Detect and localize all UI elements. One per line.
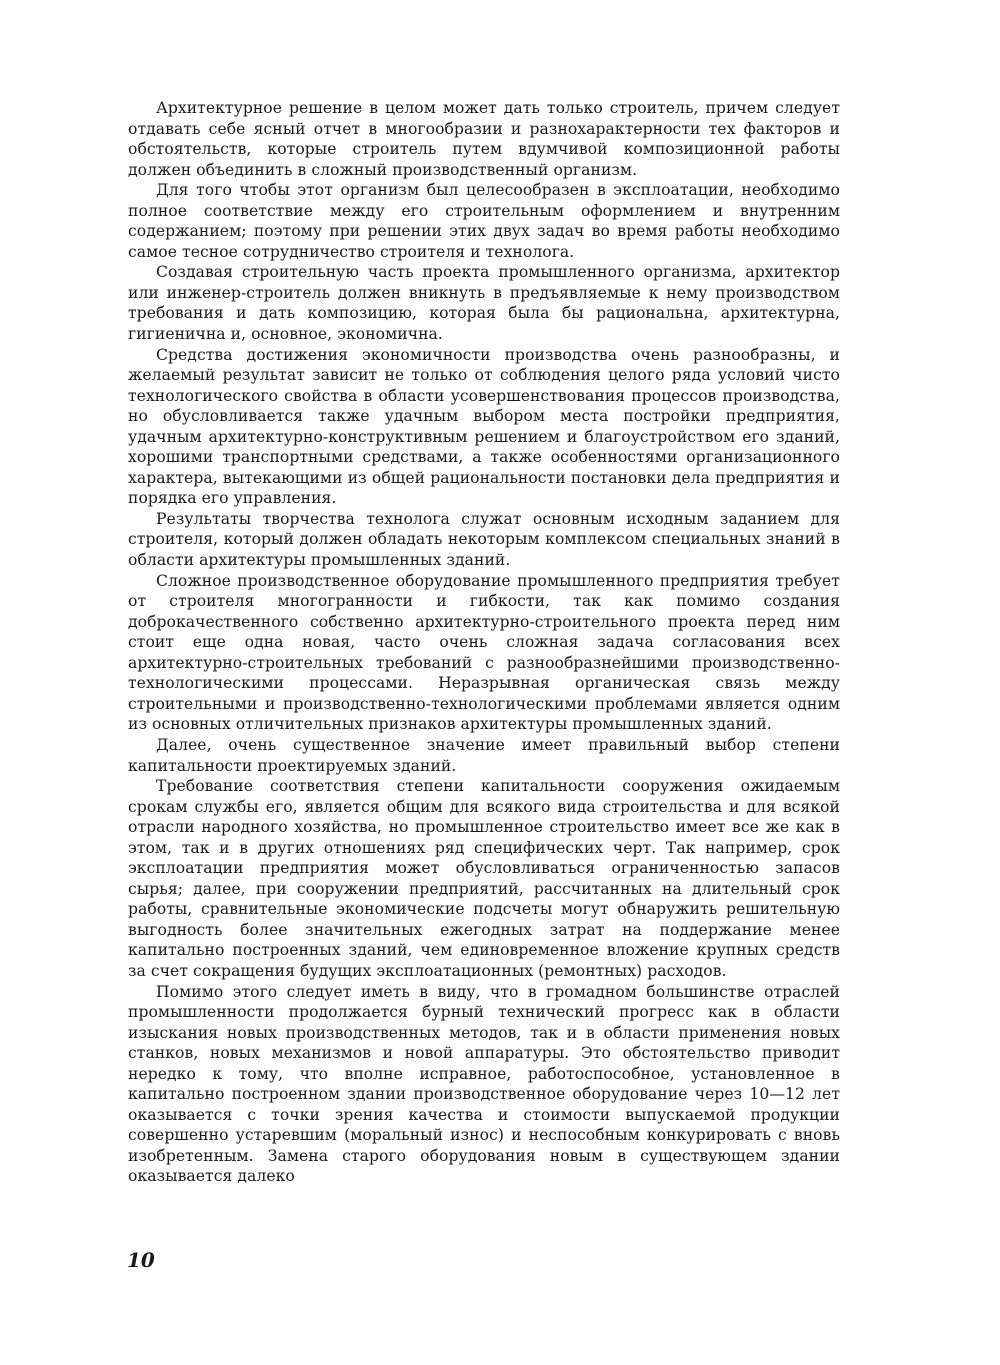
paragraph-6: Сложное производственное оборудование промышленного предприятия требует от строителя многогранности и гибкости, так как помимо создания доброкачественного собственно архитектурно-строительного проекта перед ним стоит еще одна новая, часто очень сложная задача согласования всех архитектурно-строительных требований с разнообразнейшими производственно-технологическими процессами. Неразрывная органическая связь между строительными и производственно-технологическими проблемами является одним из основных отличительных признаков архитектуры промышленных зданий. xyxy=(128,571,840,734)
paragraph-7: Далее, очень существенное значение имеет правильный выбор степени капитальности проектируемых зданий. xyxy=(128,735,840,775)
paragraph-5: Результаты творчества технолога служат основным исходным заданием для строителя, который должен обладать некоторым комплексом специальных знаний в области архитектуры промышленных зданий. xyxy=(128,509,840,570)
paragraph-3: Создавая строительную часть проекта промышленного организма, архитектор или инженер-строитель должен вникнуть в предъявляемые к нему производством требования и дать композицию, которая была бы рациональна, архитектурна, гигиенична и, основное, экономична. xyxy=(128,263,840,344)
paragraph-2: Для того чтобы этот организм был целесообразен в эксплоатации, необходимо полное соответствие между его строительным оформлением и внутренним содержанием; поэтому при решении этих двух задач во время работы необходимо самое тесное сотрудничество строителя и технолога. xyxy=(128,181,840,261)
paragraph-4: Средства достижения экономичности производства очень разнообразны, и желаемый результат зависит не только от соблюдения целого ряда условий чисто технологического свойства в области усовершенствования процессов производства, но обусловливается также удачным выбором места постройки предприятия, удачным архитектурно-конструктивным решением и благоустройством его зданий, хорошими транспортными средствами, а также особенностями организационного характера, вытекающими из общей рациональности постановки дела предприятия и порядка его управления. xyxy=(128,345,840,508)
body-text xyxy=(128,98,840,1187)
paragraph-9: Помимо этого следует иметь в виду, что в громадном большинстве отраслей промышленности продолжается бурный технический прогресс как в области изыскания новых производственных методов, так и в области применения новых станков, новых механизмов и новой аппаратуры. Это обстоятельство приводит нередко к тому, что вполне исправное, работоспособное, установленное в капитально построенном здании производственное оборудование через 10—12 лет оказывается с точки зрения качества и стоимости выпускаемой продукции совершенно устаревшим (моральный износ) и неспособным конкурировать с вновь изобретенным. Замена старого оборудования новым в существующем здании оказывается далеко xyxy=(128,982,840,1186)
page-number: 10 xyxy=(127,1248,155,1272)
paragraph-1: Архитектурное решение в целом может дать только строитель, причем следует отдавать себе ясный отчет в многообразии и разнохарактерности тех факторов и обстоятельств, которые строитель путем вдумчивой композиционной работы должен объединить в сложный производственный организм. xyxy=(128,99,840,179)
paragraph-8: Требование соответствия степени капитальности сооружения ожидаемым срокам службы его, является общим для всякого вида строительства и для всякой отрасли народного хозяйства, но промышленное строительство имеет все же как в этом, так и в других отношениях ряд специфических черт. Так например, срок эксплоатации предприятия может обусловливаться ограниченностью запасов сырья; далее, при сооружении предприятий, рассчитанных на длительный срок работы, сравнительные экономические подсчеты могут обнаружить решительную выгодность более значительных ежегодных затрат на поддержание менее капитально построенных зданий, чем единовременное вложение крупных средств за счет сокращения будущих эксплоатационных (ремонтных) расходов. xyxy=(128,777,840,980)
